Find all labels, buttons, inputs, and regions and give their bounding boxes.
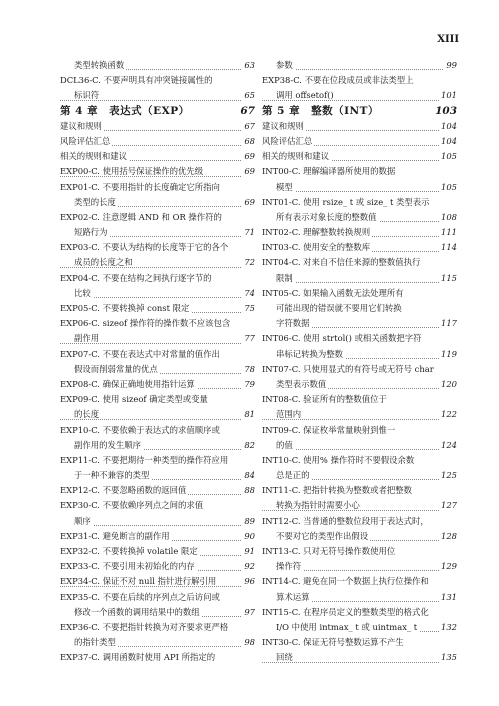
toc-entry-title: EXP12-C. 不要忽略函数的返回值	[60, 485, 187, 496]
toc-entry	[60, 301, 255, 316]
toc-entry-page: 101	[439, 88, 457, 103]
toc-entry	[60, 164, 255, 179]
toc-entry-page: 67	[242, 119, 255, 134]
toc-entry-title: INT07-C. 只使用显式的有符号或无符号 char	[262, 363, 434, 374]
toc-entry-title: 第 5 章 整数（INT）	[262, 104, 379, 117]
toc-entry-page: 98	[242, 635, 255, 650]
toc-entry	[262, 210, 457, 225]
toc-entry-title: INT05-C. 如果输入函数无法处理所有	[262, 287, 404, 298]
toc-entry-title: 建议和规则	[262, 120, 304, 131]
toc-entry-title: 比较	[60, 288, 93, 298]
toc-entry-title: INT06-C. 使用 strtol() 或相关函数把字符	[262, 333, 422, 344]
toc-entry	[262, 453, 457, 468]
toc-entry	[262, 483, 457, 498]
toc-entry-title: EXP33-C. 不要引用未初始化的内存	[60, 561, 195, 572]
toc-entry-title: 顺序	[60, 516, 93, 526]
toc-entry-page: 71	[242, 225, 255, 240]
toc-entry	[60, 347, 255, 362]
toc-entry-title: INT02-C. 理解整数转换规则	[262, 227, 371, 238]
toc-entry-title: INT00-C. 理解编译器所使用的数据	[262, 166, 396, 177]
toc-entry	[262, 377, 457, 392]
toc-entry	[60, 225, 255, 240]
toc-right-column	[262, 58, 457, 666]
toc-entry	[60, 240, 255, 255]
toc-entry-page: 128	[439, 529, 457, 544]
toc-entry	[60, 407, 255, 422]
chapter-heading	[60, 104, 255, 119]
toc-entry	[60, 149, 255, 164]
toc-entry-title: INT15-C. 在程序员定义的整数类型的格式化	[262, 606, 429, 617]
toc-entry-title: 第 4 章 表达式（EXP）	[60, 104, 190, 117]
toc-entry-page: 97	[242, 605, 255, 620]
toc-entry	[262, 574, 457, 589]
toc-entry-page: 127	[439, 498, 457, 513]
toc-entry	[262, 119, 457, 134]
toc-entry	[262, 301, 457, 316]
toc-entry-title: EXP04-C. 不要在结构之间执行逐字节的	[60, 272, 212, 283]
toc-entry	[60, 620, 255, 635]
toc-entry-page: 81	[242, 407, 255, 422]
toc-entry-title: EXP11-C. 不要把期待一种类型的操作符应用	[60, 454, 229, 465]
toc-entry-page: 88	[242, 483, 255, 498]
toc-entry-title: EXP38-C. 不要在位段成员或非法类型上	[262, 75, 414, 86]
toc-entry-title: EXP37-C. 调用函数时使用 API 所指定的	[60, 652, 216, 663]
toc-entry	[262, 180, 457, 195]
toc-entry-title: EXP06-C. sizeof 操作符的操作数不应该包含	[60, 318, 231, 329]
toc-entry	[262, 255, 457, 270]
toc-entry-title: 相关的规则和建议	[60, 151, 127, 162]
toc-entry	[262, 620, 457, 635]
toc-entry	[60, 210, 255, 225]
toc-entry-page: 65	[242, 88, 255, 103]
toc-entry-title: 转换为指针时需要小心	[262, 500, 362, 510]
toc-entry-title: INT30-C. 保证无符号整数运算不产生	[262, 637, 404, 648]
toc-entry-title: 类型表示数值	[262, 379, 328, 389]
toc-entry-title: EXP35-C. 不要在后续的序列点之后访问或	[60, 591, 220, 602]
toc-entry	[262, 590, 457, 605]
toc-entry-title: 标识符	[60, 90, 101, 100]
toc-entry-title: I/O 中使用 intmax_ t 或 uintmax_ t	[262, 622, 419, 632]
toc-entry-title: EXP02-C. 注意逻辑 AND 和 OR 操作符的	[60, 211, 222, 222]
toc-entry-page: 105	[439, 180, 457, 195]
toc-entry	[60, 635, 255, 650]
toc-entry-page: 132	[439, 620, 457, 635]
toc-entry-page: 77	[242, 331, 255, 346]
toc-entry	[60, 544, 255, 559]
toc-entry-title: DCL36-C. 不要声明具有冲突链接属性的	[60, 75, 213, 86]
toc-entry-page: 111	[439, 225, 457, 240]
toc-entry-title: 调用 offsetof()	[262, 90, 336, 100]
toc-entry	[262, 134, 457, 149]
toc-entry-page: 69	[242, 164, 255, 179]
toc-entry	[60, 438, 255, 453]
toc-entry	[262, 605, 457, 620]
toc-entry	[262, 149, 457, 164]
toc-entry	[60, 453, 255, 468]
toc-entry	[60, 316, 255, 331]
toc-entry-title: EXP31-C. 避免断言的副作用	[60, 530, 170, 541]
toc-entry-title: INT08-C. 验证所有的整数值位于	[262, 394, 387, 405]
toc-entry	[60, 134, 255, 149]
toc-entry-title: 限制	[262, 273, 295, 283]
toc-entry-title: 副作用	[60, 333, 101, 343]
toc-entry-title: EXP00-C. 使用括号保证操作的优先级	[60, 166, 204, 177]
toc-entry	[262, 331, 457, 346]
toc-entry-page: 69	[242, 149, 255, 164]
toc-entry-page: 68	[242, 134, 255, 149]
toc-entry	[262, 514, 457, 529]
toc-entry-title: 风险评估汇总	[262, 135, 313, 146]
toc-entry-title: 相关的规则和建议	[262, 151, 329, 162]
toc-entry-title: INT12-C. 当普通的整数位段用于表达式时，	[262, 515, 429, 526]
toc-entry	[60, 331, 255, 346]
toc-entry-title: 参数	[262, 60, 295, 70]
toc-entry-title: INT13-C. 只对无符号操作数使用位	[262, 546, 396, 556]
toc-entry	[60, 362, 255, 377]
toc-entry-page: 67	[238, 104, 255, 119]
toc-entry-page: 99	[444, 58, 457, 73]
toc-entry-page: 131	[439, 590, 457, 605]
toc-entry-page: 92	[242, 559, 255, 574]
toc-entry-title: 类型转换函数	[60, 60, 126, 70]
toc-entry-page: 115	[439, 271, 457, 286]
toc-entry	[60, 119, 255, 134]
toc-entry-title: 风险评估汇总	[60, 135, 111, 146]
toc-entry	[262, 438, 457, 453]
toc-entry-title: 串标记转换为整数	[262, 349, 345, 359]
toc-entry	[262, 316, 457, 331]
toc-entry-page: 120	[439, 377, 457, 392]
toc-entry-title: INT11-C. 把指针转换为整数或者把整数	[262, 485, 413, 496]
toc-entry	[262, 88, 457, 103]
toc-entry-title: 范围内	[262, 409, 303, 419]
toc-entry-title: 修改一个函数的调用结果中的数组	[60, 607, 202, 617]
toc-entry	[60, 650, 255, 665]
toc-entry	[60, 559, 255, 574]
toc-entry	[262, 407, 457, 422]
toc-entry	[60, 271, 255, 286]
toc-entry-title: 的指针类型	[60, 637, 118, 647]
toc-entry-page: 108	[439, 210, 457, 225]
toc-entry-title: EXP08-C. 确保正确地使用指针运算	[60, 378, 195, 389]
toc-entry-page: 114	[439, 240, 457, 255]
toc-entry-page: 129	[439, 559, 457, 574]
toc-entry-title: INT04-C. 对来自不信任来源的整数值执行	[262, 257, 421, 268]
toc-entry-title: 总是正的	[262, 470, 312, 480]
toc-entry	[60, 574, 255, 589]
toc-entry-title: EXP05-C. 不要转换掉 const 限定	[60, 303, 190, 313]
toc-entry-page: 84	[242, 468, 255, 483]
toc-entry-title: EXP03-C. 不要认为结构的长度等于它的各个	[60, 242, 229, 253]
toc-entry	[262, 362, 457, 377]
toc-entry-title: INT03-C. 使用安全的整数库	[262, 242, 371, 253]
toc-entry	[262, 544, 457, 559]
toc-entry	[60, 498, 255, 513]
toc-entry	[262, 423, 457, 438]
toc-entry-title: EXP01-C. 不要用指针的长度确定它所指向	[60, 181, 220, 192]
toc-entry-page: 135	[439, 650, 457, 665]
toc-left-column	[60, 58, 255, 666]
toc-entry	[262, 650, 457, 665]
toc-entry-title: EXP07-C. 不要在表达式中对常量的值作出	[60, 348, 220, 359]
toc-entry-title: 可能出现的错误就不要用它们转换	[262, 303, 404, 313]
toc-entry-title: EXP36-C. 不要把指针转换为对齐要求更严格	[60, 621, 229, 632]
toc-entry-page: 90	[242, 529, 255, 544]
toc-entry-title: EXP09-C. 使用 sizeof 确定类型或变量	[60, 394, 208, 405]
toc-entry	[60, 392, 255, 407]
toc-entry-title: EXP32-C. 不要转换掉 volatile 限定	[60, 546, 198, 556]
toc-entry	[262, 559, 457, 574]
toc-entry-title: 假设而削弱常量的优点	[60, 364, 160, 374]
toc-entry-page: 82	[242, 438, 255, 453]
toc-entry	[60, 605, 255, 620]
toc-entry	[262, 225, 457, 240]
toc-entry-page: 91	[242, 544, 255, 559]
toc-entry	[262, 240, 457, 255]
toc-entry	[60, 58, 255, 73]
toc-entry	[262, 498, 457, 513]
toc-entry-title: 于一种不兼容的类型	[60, 470, 151, 480]
toc-entry-title: 不要对它的类型作出假设	[262, 531, 370, 541]
toc-entry	[60, 590, 255, 605]
toc-entry-title: 模型	[262, 182, 295, 192]
toc-entry-page: 75	[242, 301, 255, 316]
toc-entry-title: 的值	[262, 440, 295, 450]
toc-entry	[60, 180, 255, 195]
toc-entry-title: 操作符	[262, 561, 303, 571]
toc-entry-page: 89	[242, 514, 255, 529]
toc-entry	[60, 483, 255, 498]
toc-entry-page: 104	[439, 134, 457, 149]
chapter-heading	[262, 104, 457, 119]
toc-entry-page: 103	[433, 104, 457, 119]
toc-entry-page: 96	[242, 574, 255, 589]
toc-entry-page: 74	[242, 286, 255, 301]
page-number: XIII	[437, 34, 459, 45]
toc-entry-page: 122	[439, 407, 457, 422]
toc-entry-title: 的长度	[60, 409, 101, 419]
toc-entry-page: 72	[242, 255, 255, 270]
toc-entry	[262, 529, 457, 544]
toc-entry	[262, 347, 457, 362]
toc-entry	[262, 58, 457, 73]
toc-entry-page: 79	[242, 377, 255, 392]
toc-entry-title: 回绕	[262, 652, 295, 662]
toc-entry	[262, 635, 457, 650]
toc-entry-title: EXP30-C. 不要依赖序列点之间的求值	[60, 500, 204, 511]
toc-entry-title: 字符数据	[262, 318, 312, 328]
toc-entry	[60, 423, 255, 438]
toc-entry	[60, 377, 255, 392]
toc-entry-title: 算术运算	[262, 592, 312, 602]
toc-entry	[60, 73, 255, 88]
toc-entry-title: EXP34-C. 保证不对 null 指针进行解引用	[60, 576, 217, 587]
toc-entry	[262, 73, 457, 88]
toc-entry	[60, 468, 255, 483]
toc-entry-page: 125	[439, 468, 457, 483]
toc-entry-title: 短路行为	[60, 227, 110, 237]
toc-entry	[262, 164, 457, 179]
toc-entry-page: 119	[439, 347, 457, 362]
toc-entry	[262, 468, 457, 483]
toc-entry	[262, 392, 457, 407]
toc-entry-page: 104	[439, 119, 457, 134]
toc-entry	[60, 529, 255, 544]
toc-entry-title: 成员的长度之和	[60, 257, 135, 267]
toc-entry-page: 63	[242, 58, 255, 73]
toc-entry-page: 69	[242, 195, 255, 210]
toc-entry	[60, 255, 255, 270]
toc-entry	[262, 271, 457, 286]
toc-entry	[262, 286, 457, 301]
toc-entry-title: INT10-C. 使用% 操作符时不要假设余数	[262, 454, 415, 465]
toc-entry	[60, 286, 255, 301]
toc-entry-title: EXP10-C. 不要依赖于表达式的求值顺序或	[60, 424, 220, 435]
toc-entry-title: INT14-C. 避免在同一个数据上执行位操作和	[262, 576, 429, 587]
toc-entry-title: INT01-C. 使用 rsize_ t 或 size_ t 类型表示	[262, 196, 430, 207]
toc-entry	[60, 195, 255, 210]
toc-entry-page: 124	[439, 438, 457, 453]
toc-entry	[262, 195, 457, 210]
toc-entry-title: 建议和规则	[60, 120, 102, 131]
toc-entry-title: 所有表示对象长度的整数值	[262, 212, 379, 222]
toc-entry-title: INT09-C. 保证枚举常量映射到惟一	[262, 424, 396, 435]
toc-entry-page: 117	[439, 316, 457, 331]
toc-entry-title: 类型的长度	[60, 197, 118, 207]
toc-entry-page: 78	[242, 362, 255, 377]
toc-entry	[60, 514, 255, 529]
toc-entry-page: 105	[439, 149, 457, 164]
toc-entry	[60, 88, 255, 103]
toc-entry-title: 副作用的发生顺序	[60, 440, 143, 450]
